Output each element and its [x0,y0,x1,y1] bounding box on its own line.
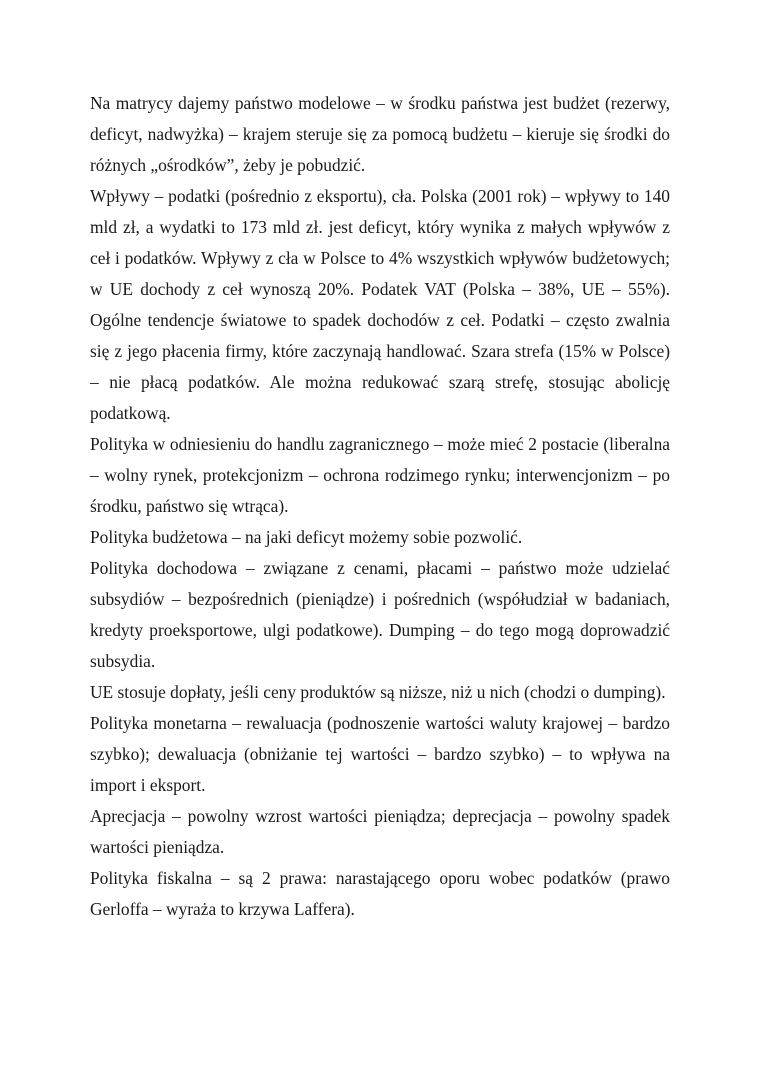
paragraph-monetary-policy: Polityka monetarna – rewaluacja (podnoszenie wartości waluty krajowej – bardzo szybko); dewaluacja (obniżanie tej wartości – bardzo szybko) – to wpływa na import i eksport. [90,713,670,795]
paragraph-foreign-trade-policy: Polityka w odniesieniu do handlu zagranicznego – może mieć 2 postacie (liberalna – wolny rynek, protekcjonizm – ochrona rodzimego rynku; interwencjonizm – po środku, państwo się wtrąca). [90,434,670,516]
document-body [90,88,670,925]
paragraph-appreciation: Aprecjacja – powolny wzrost wartości pieniądza; deprecjacja – powolny spadek wartości pieniądza. [90,806,670,857]
paragraph-eu-subsidies: UE stosuje dopłaty, jeśli ceny produktów są niższe, niż u nich (chodzi o dumping). [90,682,666,702]
paragraph-revenues: Wpływy – podatki (pośrednio z eksportu), cła. Polska (2001 rok) – wpływy to 140 mld zł, a wydatki to 173 mld zł. jest deficyt, który wynika z małych wpływów z ceł i podatków. Wpływy z cła w Polsce to 4% wszystkich wpływów budżetowych; w UE dochody z ceł wynoszą 20%. Podatek VAT (Polska – 38%, UE – 55%). Ogólne tendencje światowe to spadek dochodów z ceł. Podatki – często zwalnia się z jego płacenia firmy, które zaczynają handlować. Szara strefa (15% w Polsce) – nie płacą podatków. Ale można redukować szarą strefę, stosując abolicję podatkową. [90,186,670,423]
paragraph-budget-policy: Polityka budżetowa – na jaki deficyt możemy sobie pozwolić. [90,527,523,547]
paragraph-fiscal-policy: Polityka fiskalna – są 2 prawa: narastającego oporu wobec podatków (prawo Gerloffa – wyraża to krzywa Laffera). [90,868,670,919]
paragraph-income-policy: Polityka dochodowa – związane z cenami, płacami – państwo może udzielać subsydiów – bezpośrednich (pieniądze) i pośrednich (współudział w badaniach, kredyty proeksportowe, ulgi podatkowe). Dumping – do tego mogą doprowadzić subsydia. [90,558,670,671]
paragraph-budget-model: Na matrycy dajemy państwo modelowe – w środku państwa jest budżet (rezerwy, deficyt, nadwyżka) – krajem steruje się za pomocą budżetu – kieruje się środki do różnych „ośrodków”, żeby je pobudzić. [90,93,670,175]
